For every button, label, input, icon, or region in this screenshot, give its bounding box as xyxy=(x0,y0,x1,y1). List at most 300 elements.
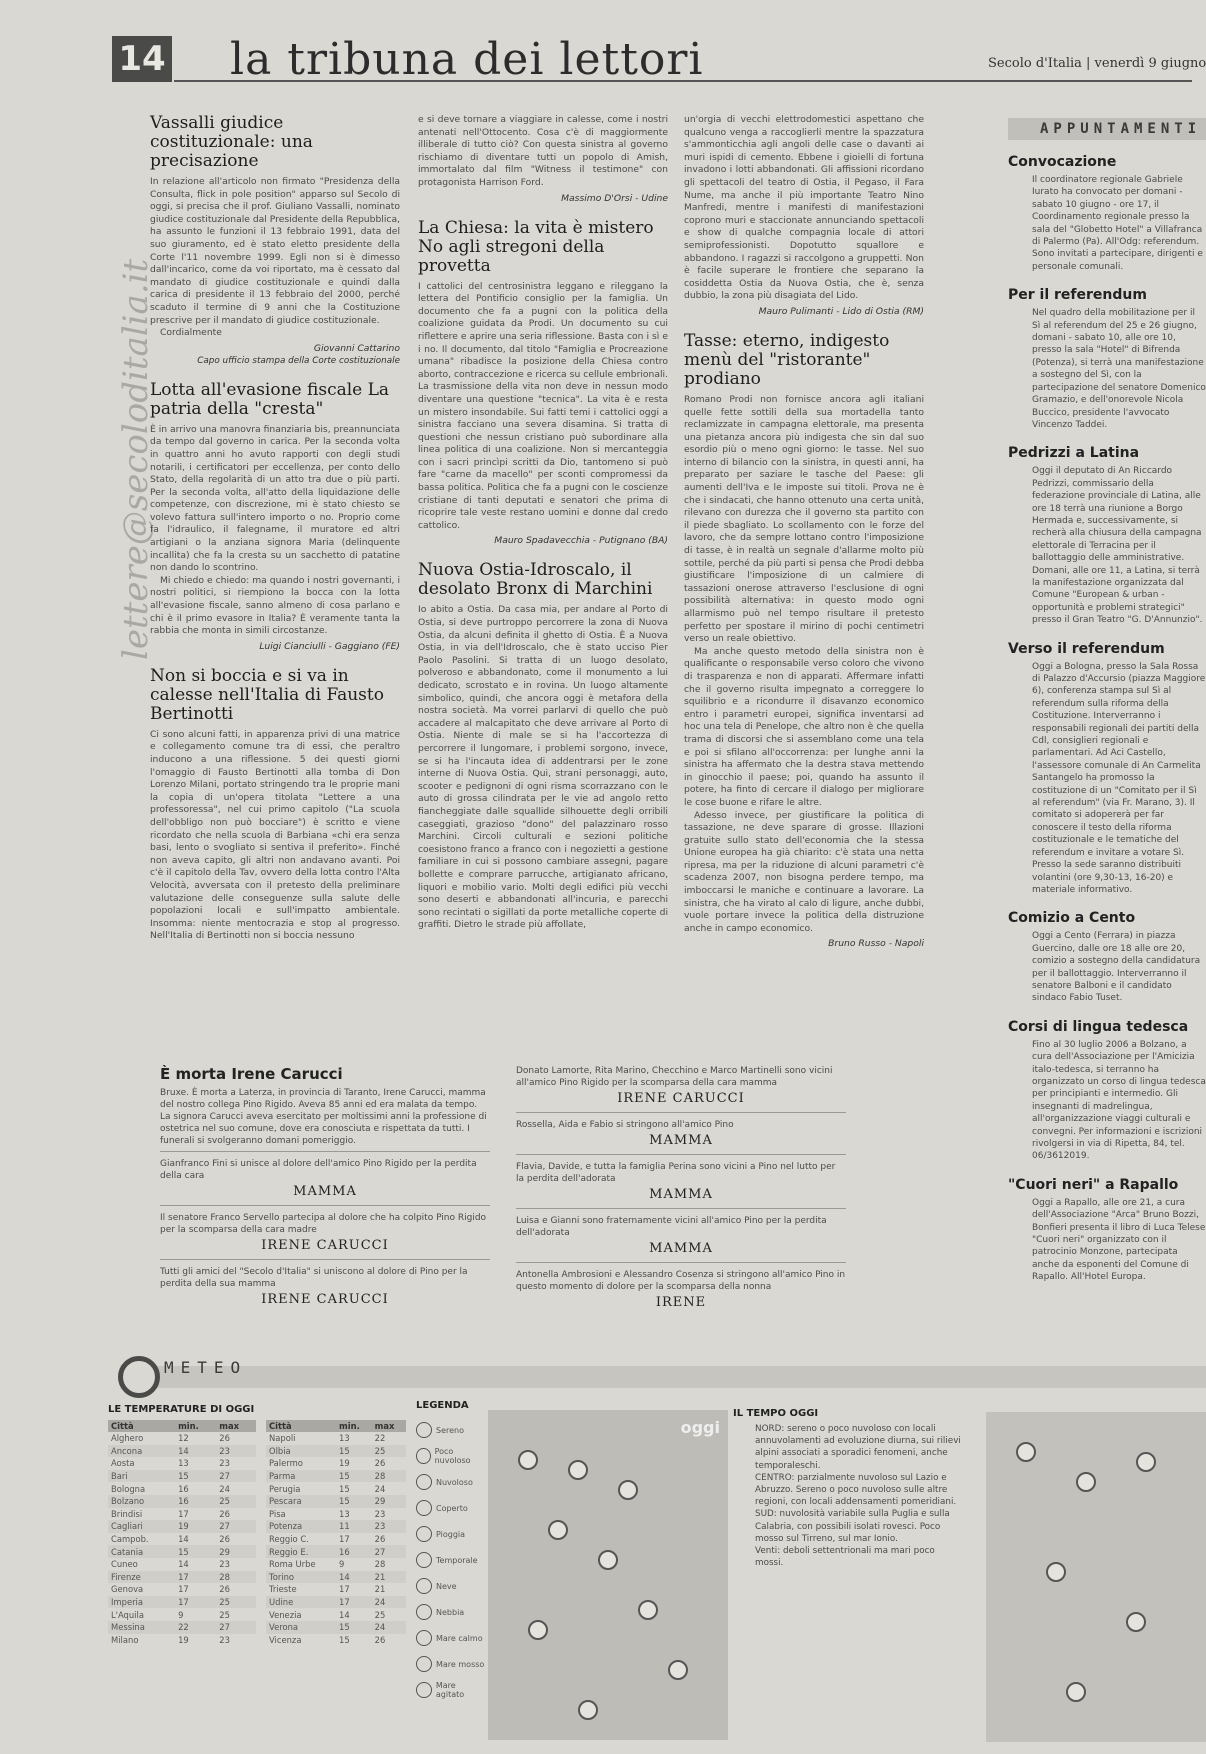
temp-min: 14 xyxy=(175,1445,216,1458)
europe-weather-map xyxy=(986,1412,1206,1742)
legend-item xyxy=(416,1651,486,1677)
forecast-text: CENTRO: parzialmente nuvoloso sul Lazio e Abruzzo. Sereno o poco nuvoloso sulle altre regioni, con locali addensamenti pomeridiani. xyxy=(755,1472,957,1508)
temp-min: 16 xyxy=(175,1495,216,1508)
temperature-row xyxy=(108,1445,256,1458)
letter-body: In relazione all'articolo non firmato "Presidenza della Consulta, flick in pole position" apparso sul Secolo di oggi, si precisa che il prof. Giuliano Vassalli, nominato giudice costituzionale dal Presidente della Repubblica, ha assunto le funzioni il 13 febbraio 1991, data del suo giuramento, ed è stato eletto presidente della Corte l'11 novembre 1999. Egli non si è dimesso dall'incarico, come da voi riportato, ma è cessato dal mandato di giudice costituzionale e quindi dalla carica di presidente il 13 febbraio del 2000, perché scaduto il termine di 9 anni che la Costituzione prescrive per il mandato di giudice costituzionale. xyxy=(150,176,400,326)
temperatures-title: LE TEMPERATURE DI OGGI xyxy=(108,1404,255,1415)
city-name: Aosta xyxy=(111,1458,135,1469)
cloud-icon xyxy=(1126,1612,1146,1632)
temp-max: 23 xyxy=(216,1445,256,1458)
temperature-row xyxy=(108,1432,256,1445)
letter-title: Lotta all'evasione fiscale La patria della "cresta" xyxy=(150,379,390,419)
temp-max: 23 xyxy=(372,1520,406,1533)
obituary-heading: È morta Irene Carucci xyxy=(160,1065,343,1083)
temp-min: 15 xyxy=(175,1545,216,1558)
city-name: Catania xyxy=(108,1545,175,1558)
letter-body: Mi chiedo e chiedo: ma quando i nostri governanti, i nostri politici, si riempiono la bocca con la lotta all'evasione fiscale, sanno almeno di cosa parlano e chi è il primo evasore in Italia? È veramente tanta la rabbia che monta in simili circostanze. xyxy=(150,574,400,637)
city-name: Olbia xyxy=(266,1445,336,1458)
temperature-row xyxy=(108,1520,256,1533)
letter-title: Tasse: eterno, indigesto menù del "ristorante" prodiano xyxy=(684,330,890,389)
sun-icon xyxy=(568,1460,588,1480)
city-name: Imperia xyxy=(108,1596,175,1609)
city-name: Napoli xyxy=(269,1433,296,1444)
temperature-row xyxy=(108,1470,256,1483)
temperature-row xyxy=(266,1533,406,1546)
temperature-row xyxy=(266,1545,406,1558)
temp-max: 27 xyxy=(216,1470,256,1483)
temp-max: 25 xyxy=(374,1609,386,1620)
forecast xyxy=(733,1408,963,1569)
city-name: Milano xyxy=(111,1634,139,1645)
weather-label: METEO xyxy=(164,1358,248,1377)
temp-min: 17 xyxy=(339,1534,350,1545)
legend-item xyxy=(416,1469,486,1495)
letter-evasione xyxy=(150,381,400,653)
temp-min: 17 xyxy=(339,1584,350,1595)
legend-label: Temporale xyxy=(436,1555,478,1565)
section-title: la tribuna dei lettori xyxy=(230,34,704,85)
temp-max: 25 xyxy=(219,1609,230,1620)
divider xyxy=(516,1154,846,1155)
forecast-text: Venti: deboli settentrionali ma mari poco mossi. xyxy=(755,1546,935,1569)
temperature-row xyxy=(108,1508,256,1521)
appointment-item xyxy=(1008,910,1206,1004)
legend-label: Coperto xyxy=(436,1503,468,1513)
legend-label: Nebbia xyxy=(436,1607,465,1617)
temp-max: 24 xyxy=(372,1596,406,1609)
temp-min: 17 xyxy=(175,1571,216,1584)
obituaries xyxy=(160,1065,860,1335)
condolence-name: IRENE xyxy=(655,1295,707,1310)
column-1 xyxy=(150,114,400,957)
weather-symbol-icon xyxy=(416,1526,432,1542)
legend-item xyxy=(416,1547,486,1573)
temp-min: 17 xyxy=(336,1596,372,1609)
column-3 xyxy=(684,114,924,964)
weather-symbol-icon xyxy=(416,1448,431,1464)
temp-max: 26 xyxy=(219,1433,230,1444)
temperature-row xyxy=(266,1470,406,1483)
temp-min: 15 xyxy=(336,1621,372,1634)
temp-max: 21 xyxy=(372,1571,406,1584)
city-name: Pescara xyxy=(266,1495,336,1508)
temp-min: 11 xyxy=(336,1520,372,1533)
temperature-table-left xyxy=(108,1420,256,1646)
obituary-intro: Bruxe. È morta a Laterza, in provincia di Taranto, Irene Carucci, mamma del nostro collega Pino Rigido. Aveva 85 anni ed era malata da tempo. La signora Carucci aveva esercitato per moltissimi anni la professione di ostetrica nel suo comune, dove era conosciuta e rispettata da tutti. I funerali si svolgeranno domani pomeriggio. xyxy=(160,1088,487,1146)
sun-icon xyxy=(1046,1562,1066,1582)
temp-max: 29 xyxy=(216,1545,256,1558)
temp-min: 17 xyxy=(178,1584,189,1595)
letter-body: Ma anche questo metodo della sinistra non è qualificante o responsabile verso coloro che vivono di trasparenza e non di apparati. Affermare infatti che il governo risulta impegnato a correggere lo squilibrio e a ricondurre il disavanzo economico entro i parametri europei, significa inventarsi ad hoc una tela di Penelope, che altro non è che quella trama di discorsi che si assemblano come una tela e poi si sfilano all'occorrenza: per lunghe anni la sinistra ha affermato che la destra stava mettendo in ginocchio il paese; poi, quando ha assunto il potere, ha finto di cercare il dialogo per migliorare le cose buone e rifare le altre. xyxy=(684,645,924,808)
condolence-name: IRENE CARUCCI xyxy=(261,1292,389,1307)
temperature-row xyxy=(108,1634,256,1647)
letter-bertinotti xyxy=(150,667,400,943)
temp-max: 26 xyxy=(219,1534,230,1545)
city-name: Cagliari xyxy=(108,1520,175,1533)
temp-min: 19 xyxy=(339,1458,350,1469)
appointment-title: Verso il referendum xyxy=(1008,640,1165,657)
city-name: Vicenza xyxy=(269,1634,302,1645)
city-name: Trieste xyxy=(269,1584,297,1595)
appointment-text: Oggi a Cento (Ferrara) in piazza Guercino, dalle ore 18 alle ore 20, comizio a sostegno della candidatura per il ballottaggio. Interverranno il senatore Balboni e il candidato sindaco Fabio Tuset. xyxy=(1032,931,1201,1004)
weather-symbol-icon xyxy=(416,1552,432,1568)
condolence-name: MAMMA xyxy=(649,1187,713,1202)
col-city: Città xyxy=(266,1420,336,1432)
temperature-row xyxy=(266,1634,406,1647)
temp-min: 15 xyxy=(339,1483,350,1494)
letter-vassalli xyxy=(150,114,400,367)
temp-max: 24 xyxy=(374,1483,386,1494)
temp-min: 17 xyxy=(178,1508,189,1519)
letter-signature: Massimo D'Orsi - Udine xyxy=(561,192,668,204)
temperature-row xyxy=(108,1621,256,1634)
city-name: Ancona xyxy=(108,1445,175,1458)
letter-body: È in arrivo una manovra finanziaria bis, preannunciata da tempo dal governo in carica. Per la seconda volta in quattro anni ho avuto rapporti con degli studi notarili, i certificatori per eccellenza, per conto dello Stato, della regolarità di un atto tra due o più parti. Per la seconda volta, all'atto della liquidazione delle competenze, con discrezione, mi è stato chiesto se volevo fattura sull'intero importo o no. Proprio come fa l'idraulico, il falegname, il muratore ed altri artigiani o la anziana signora Maria (delinquente incallita) che fa la cresta su un sacchetto di patatine non dando lo scontrino. xyxy=(150,423,400,574)
legend-item xyxy=(416,1625,486,1651)
temp-min: 15 xyxy=(336,1470,372,1483)
weather-symbol-icon xyxy=(416,1578,432,1594)
city-name: Reggio E. xyxy=(266,1545,336,1558)
temp-max: 23 xyxy=(219,1458,230,1469)
condolence-text: Luisa e Gianni sono fraternamente vicini all'amico Pino per la perdita dell'adorata xyxy=(516,1216,827,1238)
temperature-row xyxy=(266,1596,406,1609)
letter-body: un'orgia di vecchi elettrodomestici aspettano che qualcuno venga a raccoglierli mentre la spazzatura s'ammonticchia agli angoli delle case o davanti ai muri ispidi di cemento. Ebbene i gioielli di fortuna invadono i lotti abbandonati. Gli affissioni ricordano gli spettacoli del teatro di Ostia, il Pegaso, il Fara Nume, ma anche il più importante Teatro Nino Manfredi, mentre i manifesti di manifestazioni coprono muri e staccionate annunciando spettacoli e show di qualche compagnia locale di attori semiprofessionisti. Dopotutto squallore e abbandono. I ragazzi si raccolgono a gruppetti. Non è facile superare le frontiere che separano la cosiddetta Ostia da Nuova Ostia, che è, senza dubbio, la zona più disagiata del Lido. xyxy=(684,114,924,302)
page-number: 14 xyxy=(112,36,172,82)
legend-label: Sereno xyxy=(436,1425,464,1435)
city-name: Bolzano xyxy=(108,1495,175,1508)
sun-icon xyxy=(638,1600,658,1620)
cloud-icon xyxy=(578,1700,598,1720)
letter-signature: Mauro Pulimanti - Lido di Ostia (RM) xyxy=(758,305,924,317)
temp-min: 16 xyxy=(336,1545,372,1558)
letter-chiesa xyxy=(418,219,668,548)
city-name: Potenza xyxy=(266,1520,336,1533)
temp-min: 14 xyxy=(178,1534,189,1545)
sun-icon xyxy=(668,1660,688,1680)
appointment-item xyxy=(1008,641,1206,897)
temperature-row xyxy=(108,1482,256,1495)
sun-icon xyxy=(118,1356,160,1398)
condolence-name: MAMMA xyxy=(649,1241,713,1256)
city-name: Reggio C. xyxy=(269,1534,309,1545)
appointment-text: Fino al 30 luglio 2006 a Bolzano, a cura dell'Associazione per l'Amicizia italo-tedesca, si terranno ha organizzato un corso di lingua tedesca per principianti e intermedio. Gli insegnanti di madrelingua, all'organizzazione viaggi culturali e convegni. Per informazioni e iscrizioni rivolgersi in via di Ripetta, 84, tel. 06/3612019. xyxy=(1032,1039,1206,1162)
letter-body: Ci sono alcuni fatti, in apparenza privi di una matrice e collegamento comune tra di essi, che peraltro inducono a una riflessione. 5 dei questi giorni l'omaggio di Fausto Bertinotti alla tomba di Don Lorenzo Milani, portato stringendo tra le proprie mani la copia di un'opera titolata "Lettere a una professoressa", nel cui primo capitolo ("La scuola dell'obbligo non può bocciare") è scritto e viene ricordato che nella scuola di Barbiana «chi era senza basi, lento o svogliato si sentiva il preferito». Finché non aveva capito, gli altri non andavano avanti. Poi c'è il capitolo della Tav, ovvero della lotta contro l'Alta Velocità, avversata con il pretesto della preliminare valutazione delle conseguenze sulla salute delle popolazioni locali e sull'impatto ambientale. Insomma: niente mentocrazia e stop al progresso. Nell'Italia di Bertinotti non si boccia nessuno xyxy=(150,728,400,942)
temperature-row xyxy=(108,1583,256,1596)
map-label: oggi xyxy=(680,1418,720,1437)
city-name: Verona xyxy=(266,1621,336,1634)
weather-symbol-icon xyxy=(416,1422,432,1438)
weather-symbol-icon xyxy=(416,1682,432,1698)
temperature-row xyxy=(108,1533,256,1546)
temp-min: 16 xyxy=(178,1483,189,1494)
weather-symbol-icon xyxy=(416,1604,432,1620)
temp-max: 26 xyxy=(374,1458,386,1469)
obituaries-right xyxy=(516,1065,846,1316)
city-name: Genova xyxy=(111,1584,144,1595)
temperature-row xyxy=(266,1608,406,1621)
legend-item xyxy=(416,1443,486,1469)
letter-ostia xyxy=(418,561,668,931)
temp-max: 26 xyxy=(219,1584,230,1595)
letter-title: Vassalli giudice costituzionale: una precisazione xyxy=(150,113,313,171)
masthead-rule xyxy=(174,80,1192,82)
city-name: Alghero xyxy=(111,1433,144,1444)
letter-body: I cattolici del centrosinistra leggano e rileggano la lettera del Pontificio consiglio per la famiglia. Un documento che fa a pugni con la politica della coalizione guidata da Prodi. Un documento su cui riflettere e aprire una seria riflessione. Basta con i sì e i no. Il documento, dal titolo "Famiglia e Procreazione umana" ribadisce la posizione della Chiesa contro aborto, contraccezione e ricerca su cellule embrionali. La trasmissione della vita non deve in nessun modo diventare una questione "tecnica". La vita è e resta un mistero insondabile. Sui fatti temi i cattolici oggi a sinistra facciano una severa disamina. Si tratta di questioni che nessun cristiano può subordinare alla linea politica di una coalizione. Non si mercanteggia con i sacri princìpi scritti da Dio, tantomeno si può fare "carne da macello" per sconti compromessi da bassa politica. Politica che fa a pugni con le coscienze cristiane di tanti deputati e senatori che prima di ricoprire tale veste restano uomini e donne dal credo cattolico. xyxy=(418,280,668,531)
temperature-row xyxy=(266,1495,406,1508)
temp-max: 24 xyxy=(372,1621,406,1634)
temp-max: 24 xyxy=(219,1483,230,1494)
letter-body: e si deve tornare a viaggiare in calesse, come i nostri antenati nell'Ottocento. Cosa c'è di maggiormente illiberale di tutto ciò? Con questa sinistra al governo rischiamo di diventare tutti un popolo di Amish, immortalato dal film "Witness il testimone" con protagonista Harrison Ford. xyxy=(418,114,668,188)
temp-max: 23 xyxy=(374,1508,386,1519)
weather-symbol-icon xyxy=(416,1630,432,1646)
temperature-table-right xyxy=(266,1420,406,1646)
temp-min: 13 xyxy=(178,1458,189,1469)
divider xyxy=(160,1151,490,1152)
cloud-icon xyxy=(528,1620,548,1640)
appointment-text: Il coordinatore regionale Gabriele Iurato ha convocato per domani - sabato 10 giugno - ore 17, il Coordinamento regionale presso la sala del "Globetto Hotel" a Villafranca di Palermo (Pa). All'Odg: referendum. Sono invitati a partecipare, dirigenti e personale comunali. xyxy=(1032,175,1203,272)
cloud-icon xyxy=(1136,1452,1156,1472)
legend-item xyxy=(416,1495,486,1521)
temp-max: 25 xyxy=(216,1495,256,1508)
weather-bar xyxy=(128,1366,1206,1388)
city-name: Roma Urbe xyxy=(269,1559,316,1570)
italy-weather-map xyxy=(488,1410,728,1740)
appointment-item xyxy=(1008,445,1206,626)
temperature-row xyxy=(266,1571,406,1584)
col-city: Città xyxy=(108,1420,175,1432)
temp-min: 15 xyxy=(336,1495,372,1508)
city-name: Cuneo xyxy=(111,1559,138,1570)
temp-min: 14 xyxy=(339,1609,350,1620)
city-name: Palermo xyxy=(269,1458,303,1469)
letter-signature: Luigi Cianciulli - Gaggiano (FE) xyxy=(259,640,400,652)
temp-min: 14 xyxy=(178,1559,189,1570)
sun-icon xyxy=(1066,1682,1086,1702)
appointment-text: Oggi a Bologna, presso la Sala Rossa di Palazzo d'Accursio (piazza Maggiore 6), conferenza stampa sul Sì al referendum sulla riforma della Costituzione. Interverranno i responsabili regionali dei partiti della Cdl, consiglieri regionali e parlamentari. Ad Aci Castello, l'assessore comunale di An Carmelita Santangelo ha promosso la costituzione di un "Comitato per il Sì al referendum" (via Fr. Marano, 3). Il comitato si adopererà per far conoscere il testo della riforma costituzionale e le tematiche del referendum e invitare a votare Sì. Presso la sede saranno distribuiti volantini (ore 9,30-13, 16-20) e materiale informativo. xyxy=(1032,661,1206,895)
divider xyxy=(160,1205,490,1206)
cloud-icon xyxy=(618,1480,638,1500)
city-name: Bologna xyxy=(111,1483,146,1494)
city-name: Pisa xyxy=(269,1508,286,1519)
letter-ostia-cont xyxy=(684,114,924,318)
temperature-row xyxy=(108,1558,256,1571)
temp-min: 19 xyxy=(178,1634,189,1645)
letter-bertinotti-cont xyxy=(418,114,668,205)
temp-max: 26 xyxy=(374,1634,386,1645)
letter-body: Io abito a Ostia. Da casa mia, per andare al Porto di Ostia, si deve purtroppo percorrere la zona di Nuova Ostia, da alcuni definita il ghetto di Ostia. È a Nuova Ostia, in via dell'Idroscalo, che è stato ucciso Pier Paolo Pasolini. Si tratta di un luogo desolato, polveroso e abbandonato, come il monumento a lui dedicato, scrostato e in rovina. Un luogo altamente simbolico, quindi, che ancora oggi è metafora della nostra società. Ma vorrei parlarvi di quello che può accadere al malcapitato che deve arrivare al Porto di Ostia. Niente di male se si ha l'accortezza di percorrere il lungomare, i problemi sorgono, invece, se si ha l'incauta idea di addentrarsi per le zone interne di Nuova Ostia. Qui, strani personaggi, auto, scooter e pedignoni di ogni risma scorrazzano con le auto di grossa cilindrata per le vie ad angolo retto fiancheggiate dalle squallide silhouette degli orribili caseggiati, grazioso "dono" del palazzinaro rosso Marchini. Circoli culturali e sezioni politiche coesistono franco a franco con i negozietti a gestione familiare in cui si possono cambiare assegni, pagare bollette e comprare parrucche, artigianato africano, liquori e mobilio vario. Molti degli edifici più vecchi sono deserti e abbandonati all'incuria, e parecchi sono recintati o sigillati da porte metalliche coperte di graffiti. Dietro le strade più affollate, xyxy=(418,604,668,931)
temperature-row xyxy=(266,1445,406,1458)
temp-max: 27 xyxy=(216,1520,256,1533)
city-name: Firenze xyxy=(108,1571,175,1584)
letter-signature: Bruno Russo - Napoli xyxy=(828,938,924,950)
temp-min: 9 xyxy=(178,1609,184,1620)
letter-body: Romano Prodi non fornisce ancora agli italiani quelle fette sottili della sua mortadella tanto reclamizzate in campagna elettorale, ma presenta una pietanza ancora più indigesta che sin dal suo esordio più o meno ogni giorno: le tasse. Nel suo interno di bilancio con la sinistra, in questi anni, ha preparato per saziare le tasche del Paese: gli aumenti dell'Iva e le imposte sui titoli. Prova ne è che i sindacati, che hanno ottenuto una certa unità, rilevano con durezza che il governo sta partito con il piede sbagliato. Lo scollamento con le forze del lavoro, che da sempre lottano contro l'imposizione di tasse, è in realtà un segnale d'allarme molto più sottile, perché da più parti si pensa che Prodi debba giustificare l'imposizione di un calmiere di tassazioni onerose attraverso l'esclusione di ogni possibilità alternativa: in questo modo ogni allarmismo può nel tempo risultare il pretesto perfetto per spostare il mirino di pochi centimetri verso un reale obiettivo. xyxy=(684,393,924,645)
letter-title: Non si boccia e si va in calesse nell'Italia di Fausto Bertinotti xyxy=(150,665,384,724)
temp-max: 23 xyxy=(219,1559,230,1570)
temp-max: 26 xyxy=(219,1508,230,1519)
city-name: Brindisi xyxy=(111,1508,143,1519)
temperature-row xyxy=(108,1495,256,1508)
appointment-item xyxy=(1008,1177,1206,1284)
condolence-text: Il senatore Franco Servello partecipa al dolore che ha colpito Pino Rigido per la scomparsa della cara madre xyxy=(160,1213,487,1235)
condolence-text: Flavia, Davide, e tutta la famiglia Perina sono vicini a Pino nel lutto per la perdita dell'adorata xyxy=(516,1162,836,1184)
cloud-icon xyxy=(1016,1442,1036,1462)
divider xyxy=(516,1262,846,1263)
divider xyxy=(516,1112,846,1113)
weather-symbol-icon xyxy=(416,1474,432,1490)
condolence-name: MAMMA xyxy=(293,1184,357,1199)
temp-min: 13 xyxy=(339,1433,350,1444)
letter-signature: Giovanni Cattarino xyxy=(313,342,400,354)
weather-symbol-icon xyxy=(416,1500,432,1516)
city-name: Campob. xyxy=(111,1534,149,1545)
sun-icon xyxy=(1076,1472,1096,1492)
legend-item xyxy=(416,1417,486,1443)
temp-min: 22 xyxy=(175,1621,216,1634)
temp-min: 9 xyxy=(339,1559,345,1570)
temp-min: 15 xyxy=(336,1445,372,1458)
temperature-row xyxy=(266,1621,406,1634)
legend-item xyxy=(416,1521,486,1547)
col-min: min. xyxy=(175,1420,216,1432)
col-min: min. xyxy=(336,1420,372,1432)
temp-min: 12 xyxy=(178,1433,189,1444)
condolence-text: Gianfranco Fini si unisce al dolore dell'amico Pino Rigido per la perdita della cara xyxy=(160,1159,477,1181)
temp-min: 15 xyxy=(339,1634,350,1645)
temperature-row xyxy=(108,1545,256,1558)
temp-min: 17 xyxy=(175,1596,216,1609)
col-max: max xyxy=(372,1420,406,1432)
masthead xyxy=(112,34,1206,85)
legend-title: LEGENDA xyxy=(416,1400,469,1411)
forecast-title: IL TEMPO OGGI xyxy=(733,1408,819,1419)
divider xyxy=(516,1208,846,1209)
appointments-header: APPUNTAMENTI xyxy=(1008,118,1206,140)
appointment-title: Corsi di lingua tedesca xyxy=(1008,1018,1189,1035)
weather-symbol-icon xyxy=(416,1656,432,1672)
legend-label: Poco nuvoloso xyxy=(434,1447,471,1465)
temp-max: 28 xyxy=(374,1559,386,1570)
condolence-text: Donato Lamorte, Rita Marino, Checchino e Marco Martinelli sono vicini all'amico Pino Rigido per la scomparsa della cara mamma xyxy=(516,1066,833,1088)
letter-signature-role: Capo ufficio stampa della Corte costituzionale xyxy=(197,355,400,366)
city-name: Udine xyxy=(266,1596,336,1609)
forecast-text: NORD: sereno o poco nuvoloso con locali annuvolamenti ad evoluzione diurna, sui rilievi alpini associati a sporadici fenomeni, anche temporaleschi. xyxy=(755,1424,961,1471)
legend xyxy=(416,1400,486,1703)
temp-max: 25 xyxy=(372,1445,406,1458)
legend-item xyxy=(416,1599,486,1625)
temp-max: 25 xyxy=(216,1596,256,1609)
legend-label: Mare agitato xyxy=(435,1681,465,1699)
cloud-icon xyxy=(598,1550,618,1570)
letter-body: Adesso invece, per giustificare la politica di tassazione, ne deve sparare di grosse. Illazioni gratuite sullo stato dell'economia che la stessa Unione europea ha già chiarito: c'è stata una netta ripresa, ma per la riduzione di alcuni parametri c'è scadenza 2007, non bisogna perdere tempo, ma imboccarsi le maniche e continuare a lavorare. La sinistra, che ha virato al calo di ligure, anche dubbi, vuole portare invece la politica della distruzione anche in campo economico. xyxy=(684,809,924,934)
appointment-item xyxy=(1008,154,1206,273)
temperature-row xyxy=(266,1520,406,1533)
city-name: Messina xyxy=(108,1621,175,1634)
condolence-text: Rossella, Aida e Fabio si stringono all'amico Pino xyxy=(516,1120,734,1130)
legend-item xyxy=(416,1677,486,1703)
cloud-icon xyxy=(518,1450,538,1470)
city-name: Bari xyxy=(108,1470,175,1483)
city-name: L'Aquila xyxy=(111,1609,144,1620)
appointment-item xyxy=(1008,1019,1206,1163)
temperature-row xyxy=(266,1508,406,1521)
temperature-row xyxy=(266,1457,406,1470)
sun-icon xyxy=(548,1520,568,1540)
appointment-title: Convocazione xyxy=(1008,154,1117,170)
condolence-name: IRENE CARUCCI xyxy=(261,1238,389,1253)
legend-label: Pioggia xyxy=(436,1529,466,1539)
divider xyxy=(160,1259,490,1260)
temp-max: 21 xyxy=(374,1584,386,1595)
appointment-title: Per il referendum xyxy=(1008,287,1147,304)
appointment-text: Oggi a Rapallo, alle ore 21, a cura dell'Associazione "Arca" Bruno Bozzi, Bonfieri presenta il libro di Luca Telese "Cuori neri" organizzato con il patrocinio Monzone, partecipata anche da esponenti del Comune di Rapallo. All'Hotel Europa. xyxy=(1032,1197,1206,1283)
temperature-row xyxy=(108,1608,256,1621)
temp-max: 22 xyxy=(374,1433,386,1444)
city-name: Perugia xyxy=(269,1483,301,1494)
city-name: Torino xyxy=(266,1571,336,1584)
appointment-text: Nel quadro della mobilitazione per il Sì al referendum del 25 e 26 giugno, domani - sabato 10, alle ore 10, presso la sala "Hotel" di Bifrenda (Potenza), si terrà una manifestazione a sostegno del Sì, con la partecipazione del senatore Domenico Gramazio, e dell'onorevole Nicola Buccico, presidente l'avvocato Vincenzo Taddei. xyxy=(1032,308,1206,430)
temp-min: 13 xyxy=(339,1508,350,1519)
city-name: Parma xyxy=(266,1470,336,1483)
city-name: Venezia xyxy=(269,1609,302,1620)
condolence-name: MAMMA xyxy=(649,1133,713,1148)
legend-label: Neve xyxy=(436,1581,457,1591)
temperature-row xyxy=(266,1432,406,1445)
temperature-row xyxy=(266,1558,406,1571)
temp-max: 26 xyxy=(374,1534,386,1545)
temp-min: 14 xyxy=(336,1571,372,1584)
temp-min: 15 xyxy=(175,1470,216,1483)
paper-date: Secolo d'Italia | venerdì 9 giugno xyxy=(988,56,1206,71)
appointment-text: Oggi il deputato di An Riccardo Pedrizzi, commissario della federazione provinciale di Latina, alle ore 18 terrà una riunione a Borgo Hermada e, successivamente, si recherà alla chiusura della campagna elettorale di Terracina per il ballottaggio delle amministrative. Domani, alle ore 11, a Latina, si terrà la manifestazione organizzata dal Comune "European & urban - opportunità e problemi strategici" presso il Gran Teatro "G. D'Annunzio". xyxy=(1032,466,1203,626)
weather-section xyxy=(108,1350,1206,1754)
condolence-text: Antonella Ambrosioni e Alessandro Cosenza si stringono all'amico Pino in questo momento di dolore per la scomparsa della nonna xyxy=(516,1270,846,1292)
vertical-email: lettere@secoloditalia.it xyxy=(116,258,156,660)
forecast-text: SUD: nuvolosità variabile sulla Puglia e sulla Calabria, con possibili isolati rovesci. Poco mosso sul Tirreno, sul mar Ionio. xyxy=(755,1509,950,1544)
temperature-row xyxy=(108,1571,256,1584)
temperature-row xyxy=(266,1583,406,1596)
column-2 xyxy=(418,114,668,946)
col-max: max xyxy=(216,1420,256,1432)
temp-max: 28 xyxy=(216,1571,256,1584)
appointment-title: "Cuori neri" a Rapallo xyxy=(1008,1176,1179,1193)
obituaries-left xyxy=(160,1065,490,1313)
legend-label: Mare mosso xyxy=(436,1659,485,1669)
appointment-title: Pedrizzi a Latina xyxy=(1008,445,1140,462)
temp-max: 27 xyxy=(216,1621,256,1634)
legend-label: Nuvoloso xyxy=(436,1477,473,1487)
temp-max: 27 xyxy=(372,1545,406,1558)
condolence-text: Tutti gli amici del "Secolo d'Italia" si uniscono al dolore di Pino per la perdita della sua mamma xyxy=(160,1267,468,1289)
appointment-item xyxy=(1008,287,1206,431)
temperature-row xyxy=(108,1457,256,1470)
temp-max: 28 xyxy=(372,1470,406,1483)
letter-title: Nuova Ostia-Idroscalo, il desolato Bronx di Marchini xyxy=(418,560,653,600)
letter-signature: Mauro Spadavecchia - Putignano (BA) xyxy=(494,535,668,547)
temperature-row xyxy=(108,1596,256,1609)
condolence-name: IRENE CARUCCI xyxy=(617,1091,745,1106)
appointments-rail xyxy=(1008,118,1206,1284)
letter-title: La Chiesa: la vita è mistero No agli stregoni della provetta xyxy=(418,217,654,276)
appointment-title: Comizio a Cento xyxy=(1008,910,1136,927)
temp-max: 29 xyxy=(372,1495,406,1508)
legend-item xyxy=(416,1573,486,1599)
letter-tasse xyxy=(684,332,924,951)
letter-body: Cordialmente xyxy=(160,327,222,339)
temp-min: 19 xyxy=(175,1520,216,1533)
legend-label: Mare calmo xyxy=(436,1633,483,1643)
temp-max: 23 xyxy=(219,1634,230,1645)
